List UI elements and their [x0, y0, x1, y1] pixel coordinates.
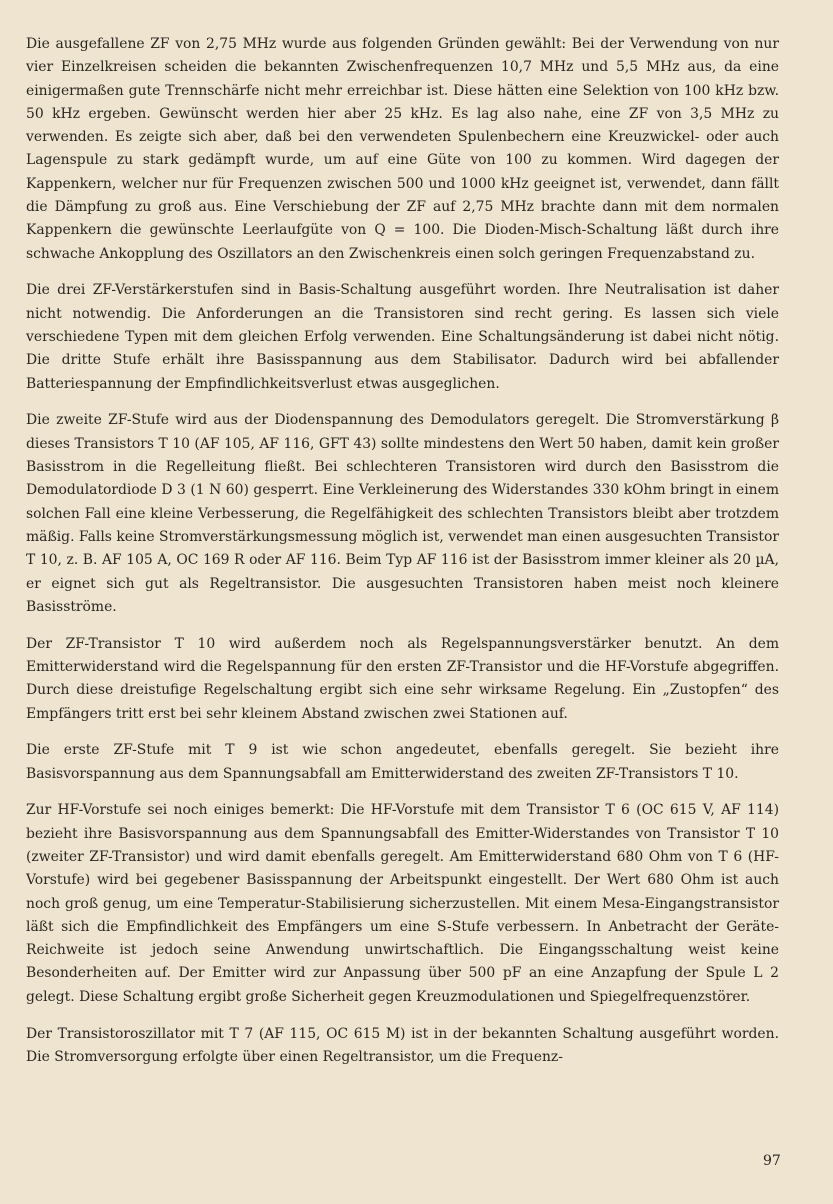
paragraph-zf-choice: Die ausgefallene ZF von 2,75 MHz wurde aus folgenden Gründen gewählt: Bei der Verwendung von nur vier Einzelkreisen scheiden die bekannten Zwischenfrequenzen 10,7 MHz und 5,5 MHz aus, da eine einigermaßen gute Trennschärfe nicht mehr erreichbar ist. Diese hätten eine Selektion von 100 kHz bzw. 50 kHz ergeben. Gewünscht werden hier aber 25 kHz. Es lag also nahe, eine ZF von 3,5 MHz zu verwenden. Es zeigte sich aber, daß bei den verwendeten Spulenbechern eine Kreuzwickel- oder auch Lagenspule zu stark gedämpft wurde, um auf eine Güte von 100 zu kommen. Wird dagegen der Kappenkern, welcher nur für Frequenzen zwischen 500 und 1000 kHz geeignet ist, verwendet, dann fällt die Dämpfung zu groß aus. Eine Verschiebung der ZF auf 2,75 MHz brachte dann mit dem normalen Kappenkern die gewünschte Leerlaufgüte von Q = 100. Die Dioden-Misch-Schaltung läßt durch ihre schwache Ankopplung des Oszillators an den Zwischenkreis einen solch geringen Frequenzabstand zu.	[26, 36, 779, 262]
paragraph-zf-amplifier-stages: Die drei ZF-Verstärkerstufen sind in Basis-Schaltung ausgeführt worden. Ihre Neutralisation ist daher nicht notwendig. Die Anforderungen an die Transistoren sind recht gering. Es lassen sich viele verschiedene Typen mit dem gleichen Erfolg verwenden. Eine Schaltungsänderung ist dabei nicht nötig. Die dritte Stufe erhält ihre Basisspannung aus dem Stabilisator. Dadurch wird bei abfallender Batteriespannung der Empfindlichkeitsverlust etwas ausgeglichen.	[26, 282, 779, 392]
paragraph-control-voltage-amplifier: Der ZF-Transistor T 10 wird außerdem noch als Regelspannungsverstärker benutzt. An dem Emitterwiderstand wird die Regelspannung für den ersten ZF-Transistor und die HF-Vorstufe abgegriffen. Durch diese dreistufige Regelschaltung ergibt sich eine sehr wirksame Regelung. Ein „Zustopfen“ des Empfängers tritt erst bei sehr kleinem Abstand zwischen zwei Stationen auf.	[26, 635, 779, 722]
page-number: 97	[763, 1153, 781, 1169]
paragraph-oscillator: Der Transistoroszillator mit T 7 (AF 115, OC 615 M) ist in der bekannten Schaltung ausgeführt worden. Die Stromversorgung erfolgte über einen Regeltransistor, um die Frequenz-	[26, 1025, 779, 1065]
paragraph-first-zf-stage: Die erste ZF-Stufe mit T 9 ist wie schon angedeutet, ebenfalls geregelt. Sie bezieht ihre Basisvorspannung aus dem Spannungsabfall am Emitterwiderstand des zweiten ZF-Transistors T 10.	[26, 742, 779, 782]
paragraph-second-zf-stage: Die zweite ZF-Stufe wird aus der Diodenspannung des Demodulators geregelt. Die Stromverstärkung β dieses Transistors T 10 (AF 105, AF 116, GFT 43) sollte mindestens den Wert 50 haben, damit kein großer Basisstrom in die Regelleitung fließt. Bei schlechteren Transistoren wird durch den Basisstrom die Demodulatordiode D 3 (1 N 60) gesperrt. Eine Verkleinerung des Widerstandes 330 kOhm bringt in einem solchen Fall eine kleine Verbesserung, die Regelfähigkeit des schlechten Transistors bleibt aber trotzdem mäßig. Falls keine Stromverstärkungsmessung möglich ist, verwendet man einen ausgesuchten Transistor T 10, z. B. AF 105 A, OC 169 R oder AF 116. Beim Typ AF 116 ist der Basisstrom immer kleiner als 20 µA, er eignet sich gut als Regeltransistor. Die ausgesuchten Transistoren haben meist noch kleinere Basisströme.	[26, 412, 779, 615]
page-body	[26, 33, 779, 1069]
paragraph-hf-prestage: Zur HF-Vorstufe sei noch einiges bemerkt: Die HF-Vorstufe mit dem Transistor T 6 (OC 615 V, AF 114) bezieht ihre Basisvorspannung aus dem Spannungsabfall des Emitter-Widerstandes von Transistor T 10 (zweiter ZF-Transistor) und wird damit ebenfalls geregelt. Am Emitterwiderstand 680 Ohm von T 6 (HF-Vorstufe) wird bei gegebener Basisspannung der Arbeitspunkt eingestellt. Der Wert 680 Ohm ist auch noch groß genug, um eine Temperatur-Stabilisierung sicherzustellen. Mit einem Mesa-Eingangstransistor läßt sich die Empfindlichkeit des Empfängers um eine S-Stufe verbessern. In Anbetracht der Geräte-Reichweite ist jedoch seine Anwendung unwirtschaftlich. Die Eingangsschaltung weist keine Besonderheiten auf. Der Emitter wird zur Anpassung über 500 pF an eine Anzapfung der Spule L 2 gelegt. Diese Schaltung ergibt große Sicherheit gegen Kreuzmodulationen und Spiegelfrequenzstörer.	[26, 802, 779, 1005]
